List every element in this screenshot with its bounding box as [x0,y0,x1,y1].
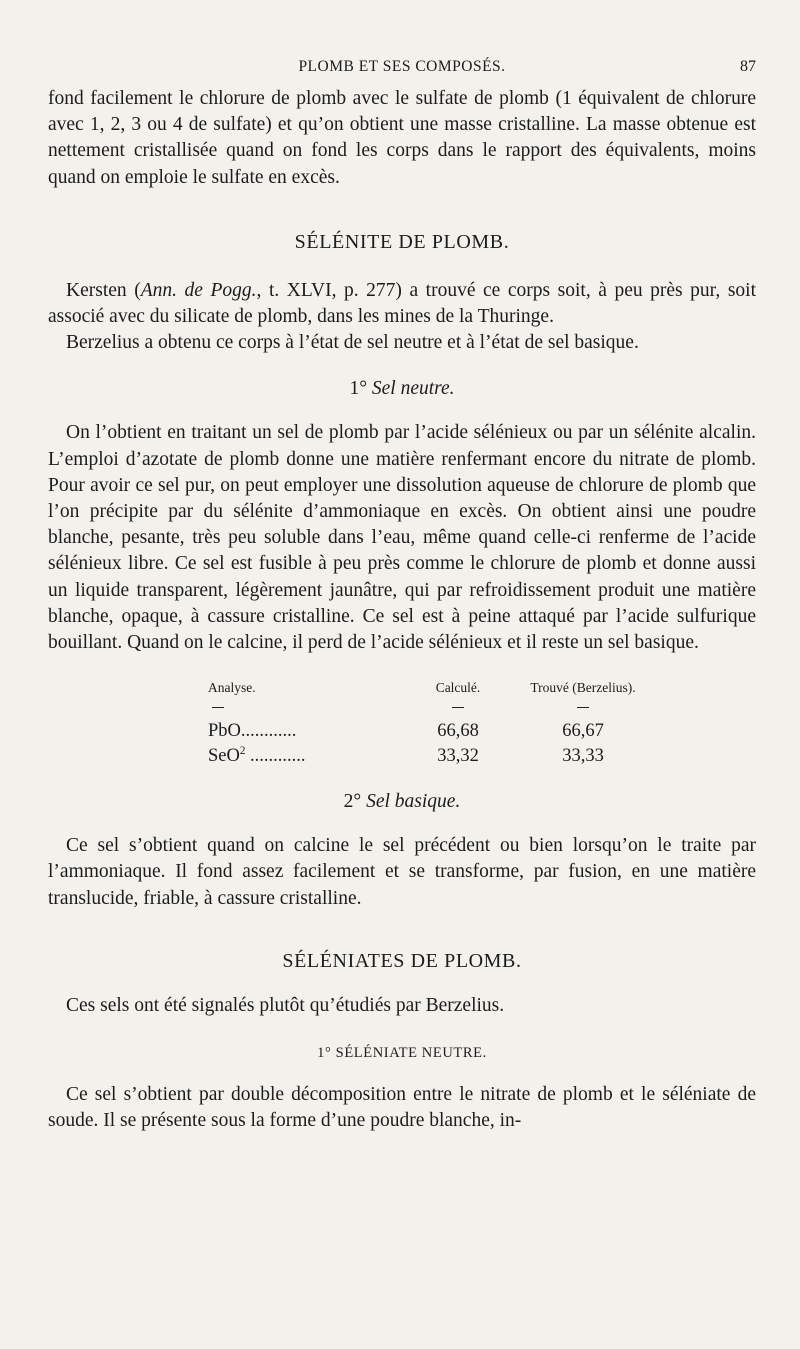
dash-mark [577,707,589,708]
header-trouve: Trouvé (Berzelius). [530,680,636,696]
table-row [208,742,648,767]
formula: PbO [208,721,241,742]
subsection-title-sel-basique [48,791,756,813]
leader-dots: ............ [240,721,297,742]
selenite-intro-berzelius: Berzelius a obtenu ce corps à l’état de sel neutre et à l’état de sel basique. [66,332,639,354]
book-page [48,0,756,1349]
found-value: 66,67 [562,721,604,742]
section-title-selenite: SÉLÉNITE DE PLOMB. [294,230,510,253]
subsection-number: 2° [343,791,362,813]
seleniate-neutre-text: Ce sel s’obtient par double décomposition entre le nitrate de plomb et le séléniate de soude. Il se présente sous la forme d’une poudre blanche, in- [48,1084,756,1132]
seleniates-intro: Ces sels ont été signalés plutôt qu’étudiés par Berzelius. [66,994,505,1016]
analysis-header-row [208,670,648,696]
reference-journal: Ann. de Pogg. [140,279,257,301]
subsection-title-seleniate-neutre [48,1045,756,1062]
running-title: PLOMB ET SES COMPOSÉS. [298,58,506,75]
sel-basique-text: Ce sel s’obtient quand on calcine le sel précédent ou bien lorsqu’on le traite par l’ammoniaque. Il fond assez facilement et se transforme, par fusion, en une matière translucide, friable, à cassure cristalline. [48,835,756,909]
subsection-label: Sel basique. [366,791,461,813]
page-number: 87 [740,58,756,75]
sel-neutre-text: On l’obtient en traitant un sel de plomb par l’acide sélénieux ou par un sélénite alcalin. L’emploi d’azotate de plomb donne une matière renfermant encore du nitrate de plomb. Pour avoir ce sel pur, on peut employer une dissolution aqueuse de chlorure de plomb que l’on précipite par du sélénite d’ammoniaque en excès. On obtient ainsi une poudre blanche, pesante, très peu soluble dans l’eau, même quand celle-ci renferme de l’acide sélénieux libre. Ce sel est fusible à peu près comme le chlorure de plomb et donne aussi un liquide transparent, légèrement jaunâtre, qui par refroidissement produit une matière blanche, opaque, à cassure cristalline. Ce sel est à peine attaqué par l’acide sulfurique bouillant. Quand on le calcine, il perd de l’acide sélénieux et il reste un sel basique. [48,422,756,654]
analysis-dash-row [208,696,648,717]
dash-mark [212,707,224,708]
formula: SeO [208,746,240,767]
continued-paragraph: fond facilement le chlorure de plomb avec le sulfate de plomb (1 équivalent de chlorure avec 1, 2, 3 ou 4 de sulfate) et qu’on obtient une masse cristalline. La masse obtenue est nettement cristallisée quand on fond les corps dans le rapport des équivalents, moins quand on emploie le sulfate en excès. [48,88,756,188]
formula-cell [208,717,398,742]
found-value: 33,33 [562,746,604,767]
dash-mark [452,707,464,708]
reference-rest: , t. XLVI, p. 277) a trouvé ce corps soit, à peu près pur, soit associé avec du silicate de plomb, dans les mines de la Thuringe. [48,279,756,328]
calculated-value: 33,32 [437,746,479,767]
analysis-table [208,670,648,767]
calculated-value: 66,68 [437,721,479,742]
subsection-number: 1° [317,1045,332,1062]
leader-dots: ............ [245,746,306,767]
selenite-intro: Kersten (Ann. de Pogg., t. XLVI, p. 277) a trouvé ce corps soit, à peu près pur, soit associé avec du silicate de plomb, dans les mines de la Thuringe. [48,279,756,328]
page-header [48,58,756,82]
table-row [208,717,648,742]
page-content [48,86,756,1134]
subsection-label: SÉLÉNIATE NEUTRE. [335,1045,487,1062]
formula-cell [208,742,398,767]
section-title-seleniates: SÉLÉNIATES DE PLOMB. [282,949,522,972]
author-kersten: Kersten [66,279,127,301]
subsection-title-sel-neutre [48,378,756,400]
header-calcule: Calculé. [435,680,481,696]
formula-subscript: 2 [239,745,246,758]
subsection-number: 1° [349,378,367,400]
header-analyse: Analyse. [208,680,256,696]
subsection-label: Sel neutre. [371,378,455,400]
